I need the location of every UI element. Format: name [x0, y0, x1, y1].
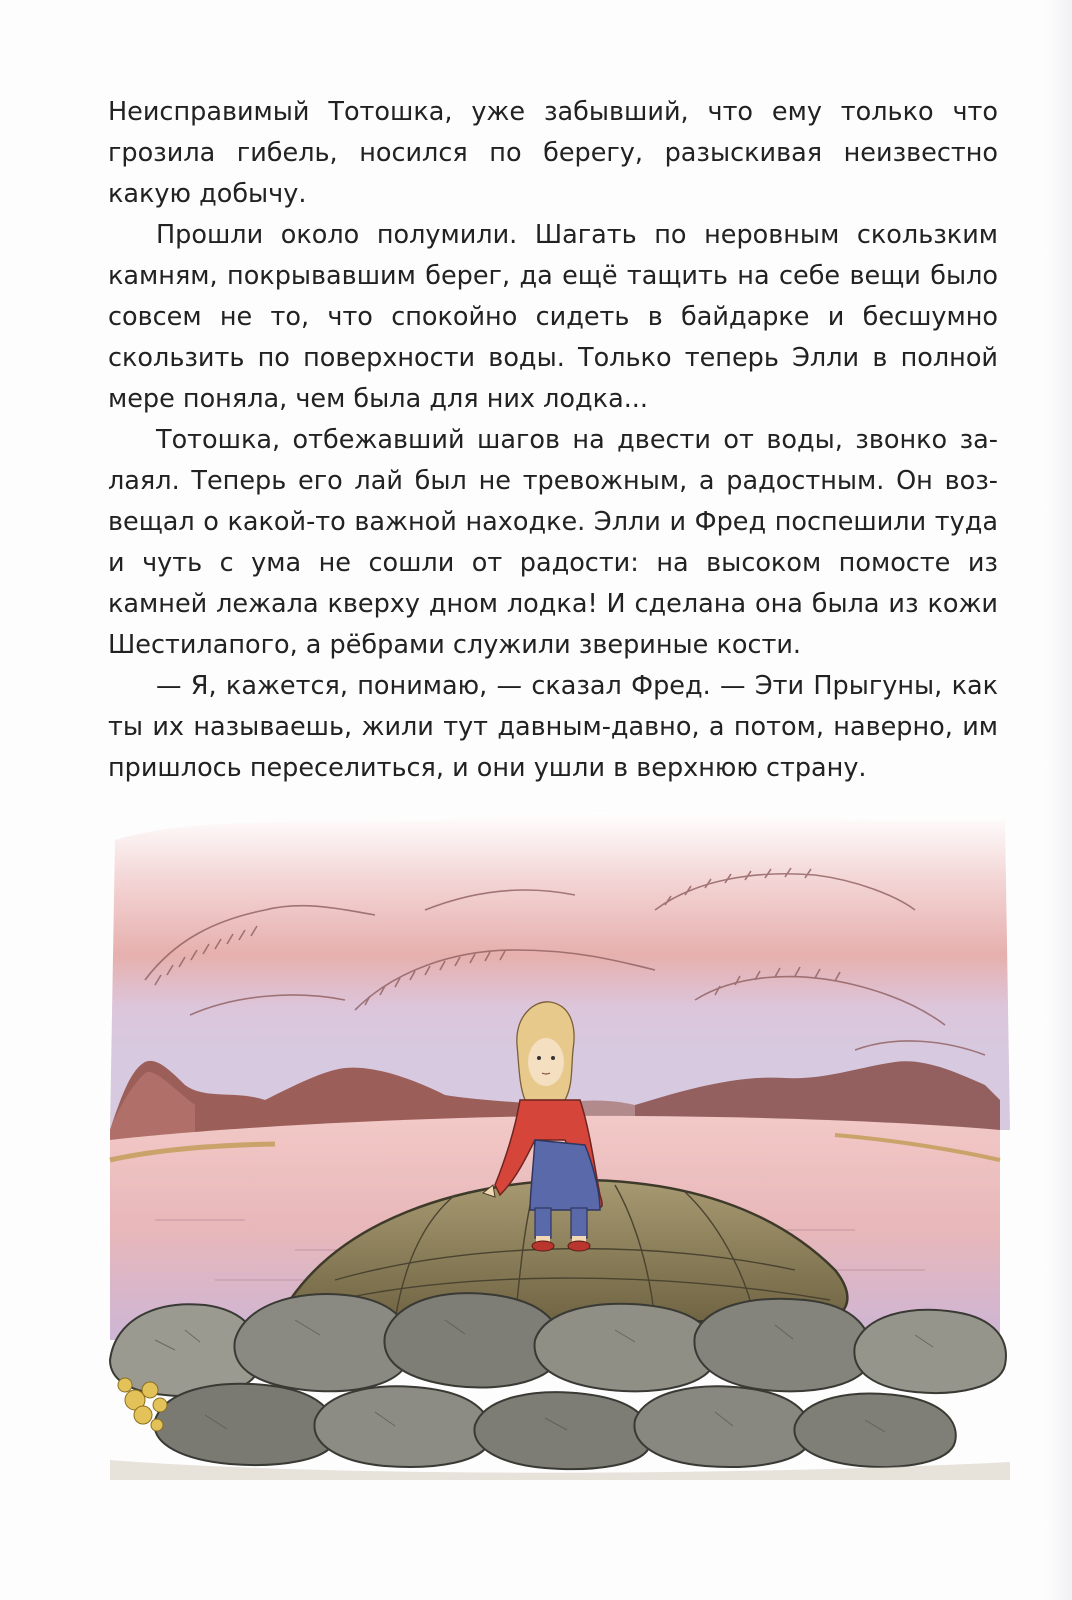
paragraph-2: Прошли около полумили. Шагать по неровным скользким камням, покрывавшим берег, да ещё тащить на себе вещи было совсем не то, что спокойно сидеть в байдарке и бесшумно скользить по поверхности воды. Только теперь Элли в полной мере поняла, чем была для них лодка... [108, 220, 998, 414]
illustration [95, 800, 1025, 1480]
illustration-lake-boat [95, 800, 1025, 1480]
paragraph-4: — Я, кажется, понимаю, — сказал Фред. — Эти Прыгуны, как ты их называешь, жили тут давным-давно, а потом, наверно, им пришлось переселиться, и они ушли в верхнюю страну. [108, 671, 998, 783]
paragraph-1: Неисправимый Тотошка, уже забывший, что ему только что грозила гибель, носился по берегу, разыскивая неизвестно какую добычу. [108, 97, 998, 209]
page-edge-shadow [1046, 0, 1072, 1600]
paragraph-3: Тотошка, отбежавший шагов на двести от воды, звонко залаял. Теперь его лай был не тревожным, а радостным. Он возвещал о какой-то важной находке. Элли и Фред поспешили туда и чуть с ума не сошли от радости: на высоком помосте из камней лежала кверху дном лодка! И сделана она была из кожи Шестилапого, а рёбрами служили звериные кости. [108, 425, 998, 660]
story-text [108, 92, 998, 789]
